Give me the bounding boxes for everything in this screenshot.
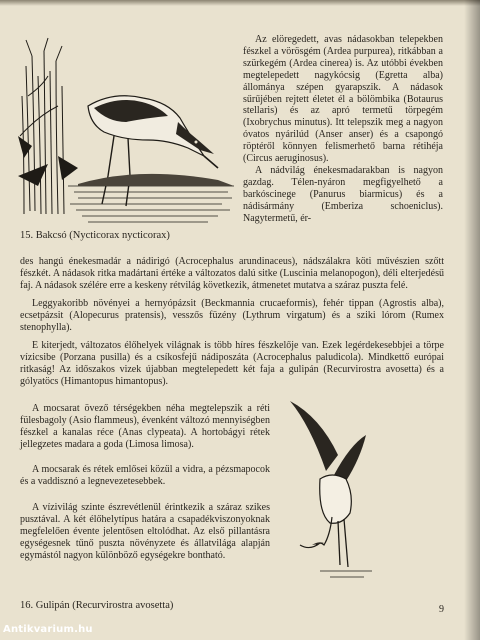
paragraph-meadow-plants: Leggyakoribb növényei a hernyópázsit (Beckmannia crucaeformis), fehér tippan (Agrostis alba), ecsetpázsit (Alopecurus pratensis), vesszős füzény (Lythrum virgatum) és a sziki lórom (Rumex stenophylla).	[20, 298, 444, 333]
figure-15-caption: 15. Bakcsó (Nycticorax nycticorax)	[20, 230, 170, 241]
page-number: 9	[439, 604, 444, 615]
watermark-logo: Antikvarium.hu	[3, 624, 93, 635]
paragraph-saline-steppe: A vízivilág szinte észrevétlenül érintkezik a száraz szikes pusztával. A két élőhelytípus határa a csapadékviszonyoknak megfelelően évente jelentősen eltolódhat. Az első pillantásra egységesnek tűnő puszta növényzete és állatvilága alapján egymástól nagyon különböző egységekre bontható.	[20, 502, 270, 561]
page-binding-shadow	[464, 0, 480, 640]
paragraph-marsh-birds: A mocsarat övező térségekben néha megtelepszik a réti fülesbagoly (Asio flammeus), évenként változó mennyiségben fészkel a kanalas réce (Anas clypeata). A hortobágyi rétek jellegzetes madara a goda (Limosa limosa).	[20, 403, 270, 450]
figure-16-caption: 16. Gulipán (Recurvirostra avosetta)	[20, 600, 174, 611]
paragraph-text: A nádvilág énekesmadarakban is nagyon gazdag. Télen-nyáron megfigyelhető a barkóscinege (Panurus biarmicus) és a nádisármány (Emberiza schoeniclus). Nagytermetű, ér-	[243, 164, 443, 224]
paragraph-mammals: A mocsarak és rétek emlősei közül a vidra, a pézsmapocok és a vaddisznó a legnevezetesebbek.	[20, 464, 270, 487]
paragraph-heron-colonies	[243, 34, 443, 225]
night-heron-illustration	[18, 36, 238, 226]
paragraph-text: Az elöregedett, avas nádasokban telepekben fészkel a vörösgém (Ardea purpurea), ritkábban a szürkegém (Ardea cinerea) is. Az utóbbi években megtelepedett nagykócsig (Egretta alba) állománya szépen gyarapszik. A nádasok sűrűjében rejtett életet él a bölömbika (Botaurus stellaris) és az apró termetű törpegém (Ixobrychus minutus). Itt telepszik meg a nagyon óvatos nyárilúd (Anser anser) és a csapongó röptéről könnyen felismerhető barna rétihéja (Circus aeruginosus).	[243, 34, 443, 165]
page-top-edge	[0, 0, 480, 6]
avocet-illustration	[280, 395, 410, 590]
paragraph-nesting-species: E kiterjedt, változatos élőhelyek világnak is több híres fészkelője van. Ezek legérdekesebbjei a törpe vízicsibe (Porzana pusilla) és a csíkosfejű nádiposzáta (Acrocephalus paludicola). Mindkettő európai ritkaság! Az időszakos vizek újabban megtelepedett két faja a gulipán (Recurvirostra avosetta) és a gólyatöcs (Himantopus himantopus).	[20, 340, 444, 387]
paragraph-reed-songbirds: des hangú énekesmadár a nádirigó (Acrocephalus arundinaceus), nádszálakra köti művészien szőtt fészkét. A nádasok ritka madártani értéke a változatos dalú sitke (Luscinia melanopogon), déli elterjedésű faj. A nádasok szélére erre a keskeny rétvilág következik, átmenetet mutatva a száraz puszta felé.	[20, 256, 444, 291]
